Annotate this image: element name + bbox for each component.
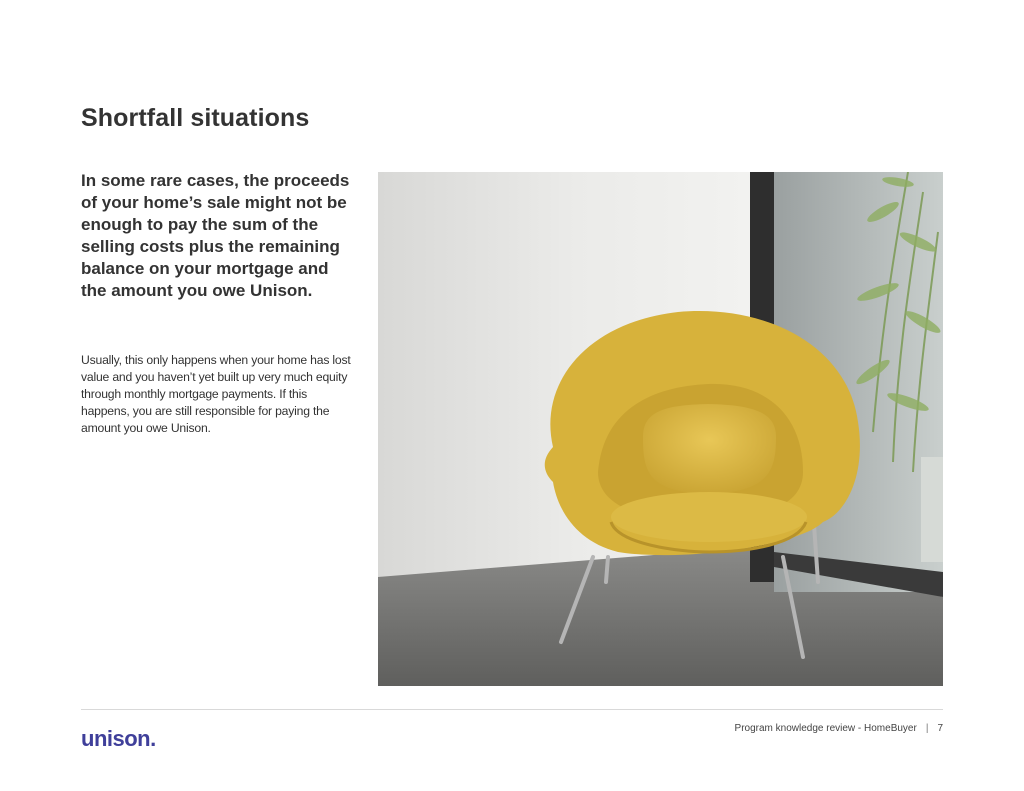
footer-info (735, 723, 943, 734)
document-title: Program knowledge review - HomeBuyer (734, 723, 917, 734)
footer-separator: | (925, 723, 929, 734)
page-number: 7 (937, 723, 943, 734)
lead-paragraph: In some rare cases, the proceeds of your home’s sale might not be enough to pay the sum of the selling costs plus the remaining balance on your mortgage and the amount you owe Unison. (81, 171, 350, 300)
chair-photo (378, 172, 943, 686)
page-title: Shortfall situations (81, 104, 310, 132)
footer-divider (81, 709, 943, 710)
unison-logo: unison. (81, 726, 156, 751)
body-paragraph: Usually, this only happens when your home has lost value and you haven’t yet built up very much equity through monthly mortgage payments. If this happens, you are still responsible for paying the amount you owe Unison. (81, 353, 351, 435)
